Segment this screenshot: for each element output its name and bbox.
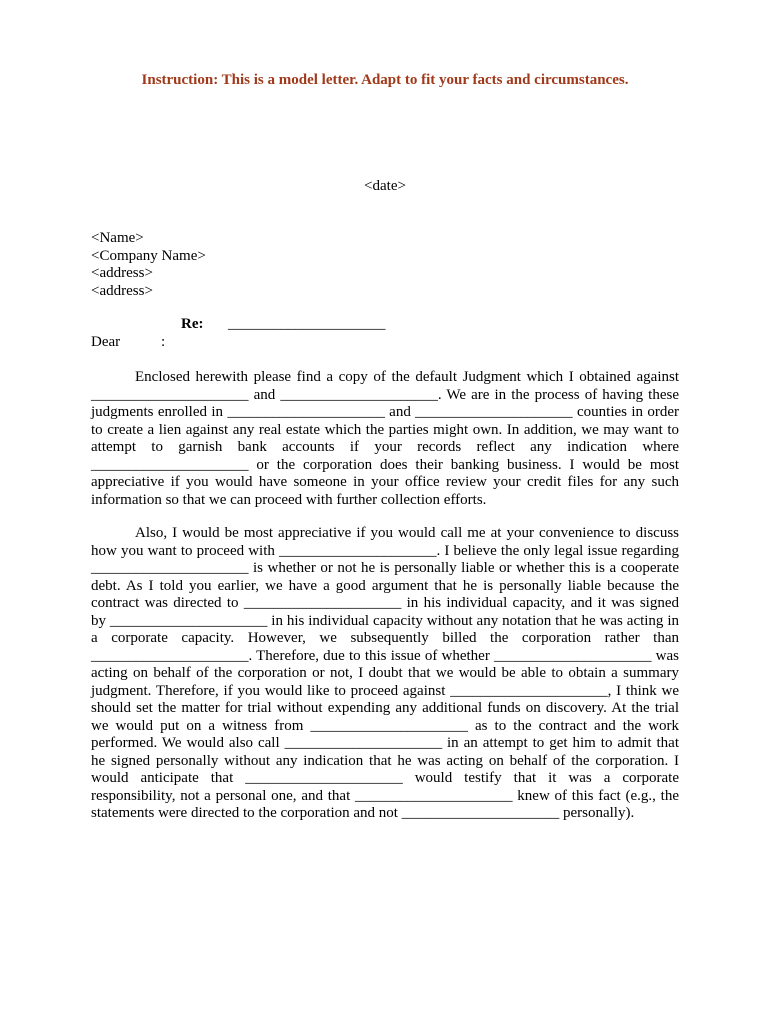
reference-blank: _____________________ — [228, 316, 386, 332]
salutation — [91, 334, 166, 351]
recipient-name: <Name> — [91, 230, 144, 246]
instruction-note: Instruction: This is a model letter. Adapt to fit your facts and circumstances. — [141, 72, 629, 88]
body-paragraph-1-text: Enclosed herewith please find a copy of the default Judgment which I obtained against _____________________ and _____________________. We are in the process of having these judgments enrolled in _____________________ and _____________________ counties in order to create a lien against any real estate which the parties might own. In addition, we may want to attempt to garnish bank accounts if your records reflect any indication where _____________________ or the corporation does their banking business. I would be most appreciative if you would have someone in your office review your credit files for any such information so that we can proceed with further collection efforts. — [91, 369, 679, 508]
body-paragraph-1 — [91, 369, 679, 509]
recipient-company: <Company Name> — [91, 247, 206, 264]
body-paragraph-2-text: Also, I would be most appreciative if you would call me at your convenience to discuss how you want to proceed with _____________________. I believe the only legal issue regarding _____________________ is whether or not he is personally liable or whether this is a cooperate debt. As I told you earlier, we have a good argument that he is personally liable because the contract was directed to _____________________ in his individual capacity, and it was signed by _____________________ in his individual capacity without any notation that he was acting in a corporate capacity. However, we subsequently billed the corporation rather than _____________________. Therefore, due to this issue of whether _____________________ was acting on behalf of the corporation or not, I doubt that we would be able to obtain a summary judgment. Therefore, if you would like to proceed against _____________________, I think we should set the matter for trial without expending any additional funds on discovery. At the trial we would put on a witness from _____________________ as to the contract and the work performed. We would also call _____________________ in an attempt to get him to admit that he signed personally without any indication that he was acting on behalf of the corporation. I would anticipate that _____________________ would testify that it was a corporate responsibility, not a personal one, and that _____________________ knew of this fact (e.g., the statements were directed to the corporation and not _____________________ personally). — [91, 525, 679, 821]
recipient-address-block — [91, 230, 206, 300]
salutation-colon: : — [161, 334, 166, 350]
letter-date: <date> — [364, 178, 406, 194]
reference-line — [181, 316, 386, 333]
recipient-address-line-2: <address> — [91, 282, 153, 299]
salutation-dear: Dear — [91, 334, 121, 350]
recipient-address-line-1: <address> — [91, 265, 153, 282]
body-paragraph-2 — [91, 525, 679, 823]
reference-label: Re: — [181, 316, 204, 332]
